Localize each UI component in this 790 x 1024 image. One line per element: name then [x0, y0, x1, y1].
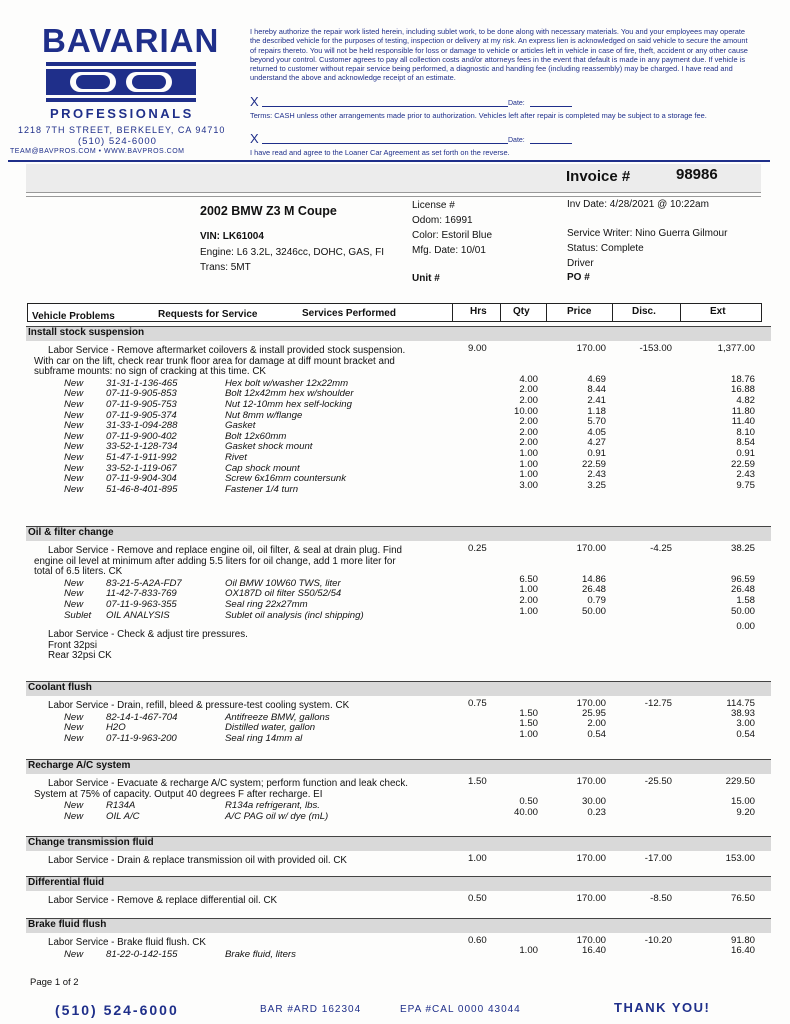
shop-address: 1218 7TH STREET, BERKELEY, CA 94710: [18, 125, 226, 135]
invoice-label: Invoice #: [566, 168, 631, 185]
footer-epa-number: EPA #CAL 0000 43044: [400, 1004, 521, 1015]
part-qty: 40.00: [513, 806, 538, 818]
part-number: 83-21-5-A2A-FD7: [106, 577, 182, 589]
part-qty: 2.00: [519, 595, 538, 606]
labor-disc: -25.50: [644, 776, 672, 787]
vehicle-title: 2002 BMW Z3 M Coupe: [200, 204, 337, 218]
part-description: Nut 12-10mm hex self-locking: [225, 399, 352, 410]
part-condition: New: [64, 430, 84, 442]
part-ext: 9.75: [736, 479, 755, 491]
part-number: 31-33-1-094-288: [106, 420, 178, 432]
labor-text: Labor Service - Remove and replace engine oil, oil filter, & seal at drain plug. Find: [48, 545, 402, 556]
footer-thanks: THANK YOU!: [614, 1000, 711, 1015]
part-ext: 38.93: [730, 707, 755, 719]
part-condition: New: [64, 722, 84, 734]
bavarian-logo-icon: [46, 60, 196, 104]
part-description: Bolt 12x60mm: [225, 430, 287, 442]
labor-text: Labor Service - Drain, refill, bleed & pressure-test cooling system. CK: [48, 700, 350, 711]
part-qty: 1.00: [519, 469, 538, 481]
labor-price: 170.00: [576, 343, 606, 354]
part-description: Antifreeze BMW, gallons: [225, 711, 330, 723]
part-condition: New: [64, 577, 84, 589]
terms-text: Terms: CASH unless other arrangements made prior to authorization. Vehicles left after repair is completed may be subject to a storage fee.: [250, 111, 707, 120]
col-vehicle-problems: Vehicle Problems: [32, 311, 115, 322]
labor-hrs: 9.00: [468, 343, 487, 354]
date-line-2: [530, 143, 572, 144]
part-number: 07-11-9-900-402: [106, 430, 177, 442]
authorization-text: I hereby authorize the repair work listed herein, including sublet work, to be done along with necessary materials. You and your employees may operate the described vehicle for the purposes of testing, inspection or delivery at my risk. An express lien is acknowledged on said vehicle to secure the amount of repairs thereto. You will not be held responsible for loss or damage to vehicle or articles left in vehicle in case of fire, theft, accident or any other cause beyond your control. Customer agrees to pay all collection costs and/or attorneys fees in the event that default is made in any payment due. If vehicle is returned to customer without repair service being performed, a diagnostic and handling fee (including reassembly) may be charged. I have read and understand the above and acknowledge receipt of an estimate.: [250, 27, 748, 83]
vehicle-trans: Trans: 5MT: [200, 262, 251, 273]
part-number: 07-11-9-905-853: [106, 388, 177, 400]
part-condition: New: [64, 473, 84, 485]
invoice-band: [26, 164, 761, 193]
part-ext: 2.43: [736, 469, 755, 481]
date-label-2: Date:: [508, 137, 525, 144]
labor-text: subframe mounts: no sign of cracking at this time. CK: [34, 366, 266, 378]
part-number: 07-11-9-904-304: [106, 473, 177, 485]
part-condition: New: [64, 388, 84, 400]
part-ext: 3.00: [736, 718, 755, 730]
part-price: 30.00: [581, 796, 606, 808]
status: Status: Complete: [567, 243, 644, 254]
part-qty: 1.00: [519, 944, 538, 956]
vehicle-color: Color: Estoril Blue: [412, 230, 493, 241]
col-sep-4: [612, 303, 613, 322]
part-description: Bolt 12x42mm hex w/shoulder: [225, 388, 354, 400]
labor-text: Labor Service - Remove & replace differential oil. CK: [48, 895, 278, 906]
part-condition: Sublet: [64, 609, 92, 621]
part-number: 81-22-0-142-155: [106, 948, 178, 960]
signature-mark: X: [250, 94, 259, 109]
part-condition: New: [64, 732, 84, 744]
labor-disc: -10.20: [644, 935, 672, 946]
part-qty: 1.00: [519, 728, 538, 740]
col-ext: Ext: [710, 306, 726, 317]
part-price: 8.44: [587, 384, 606, 396]
labor-ext: 91.80: [730, 935, 755, 946]
part-price: 5.70: [587, 416, 606, 428]
part-ext: 4.82: [736, 395, 755, 406]
part-number: 51-47-1-911-992: [106, 452, 177, 463]
part-price: 4.69: [587, 373, 606, 385]
date-label: Date:: [508, 100, 525, 107]
part-condition: New: [64, 588, 84, 600]
part-description: A/C PAG oil w/ dye (mL): [225, 810, 329, 822]
labor-ext: 114.75: [726, 698, 755, 709]
part-description: Rivet: [225, 452, 247, 463]
col-sep-5: [680, 303, 681, 322]
part-price: 0.23: [587, 806, 606, 818]
part-condition: New: [64, 810, 84, 822]
part-price: 0.79: [587, 595, 606, 606]
vehicle-odom: Odom: 16991: [412, 215, 473, 226]
part-qty: 6.50: [519, 573, 538, 585]
labor-disc: -17.00: [644, 853, 672, 864]
part-condition: New: [64, 377, 84, 389]
vehicle-unit: Unit #: [412, 273, 440, 284]
part-number: 11-42-7-833-769: [106, 588, 177, 600]
part-price: 26.48: [581, 584, 606, 596]
part-description: OX187D oil filter S50/52/54: [225, 588, 342, 600]
labor-price: 170.00: [576, 935, 606, 946]
part-description: Screw 6x16mm countersunk: [225, 473, 347, 485]
part-description: Distilled water, gallon: [225, 722, 316, 734]
signature-mark-2: X: [250, 131, 259, 146]
part-description: Nut 8mm w/flange: [225, 409, 303, 421]
part-description: Brake fluid, liters: [225, 948, 296, 960]
page-number: Page 1 of 2: [30, 977, 79, 988]
section-header-1: [26, 526, 771, 541]
part-qty: 3.00: [519, 479, 538, 491]
part-price: 25.95: [581, 707, 606, 719]
part-price: 3.25: [587, 479, 606, 491]
signature-line-2: [262, 143, 508, 144]
labor-hrs: 0.75: [468, 698, 487, 709]
part-ext: 96.59: [730, 573, 755, 585]
vehicle-vin: VIN: LK61004: [200, 231, 264, 242]
part-ext: 18.76: [730, 373, 755, 385]
part-ext: 11.40: [731, 416, 755, 428]
footer-phone: (510) 524-6000: [55, 1002, 179, 1018]
col-sep-3: [546, 303, 547, 322]
part-condition: New: [64, 711, 84, 723]
service-writer: Service Writer: Nino Guerra Gilmour: [567, 228, 728, 239]
part-condition: New: [64, 483, 84, 495]
part-price: 50.00: [581, 605, 606, 617]
labor-disc: -4.25: [650, 543, 672, 554]
vehicle-license: License #: [412, 200, 455, 211]
part-ext: 22.59: [730, 458, 755, 470]
part-qty: 2.00: [519, 395, 538, 406]
part-number: 07-11-9-905-374: [106, 409, 177, 421]
section-header-6: [26, 918, 771, 933]
labor-text: Labor Service - Drain & replace transmission oil with provided oil. CK: [48, 855, 347, 866]
section-title: Oil & filter change: [28, 527, 114, 538]
part-condition: New: [64, 599, 84, 610]
labor-text: total of 6.5 liters. CK: [34, 566, 123, 578]
part-description: Gasket: [225, 420, 256, 432]
labor-hrs: 0.60: [468, 935, 487, 946]
section-title: Recharge A/C system: [28, 760, 131, 771]
labor-price: 170.00: [576, 776, 606, 787]
part-ext: 8.54: [736, 437, 755, 449]
signature-line: [262, 106, 508, 107]
col-requests: Requests for Service: [158, 309, 258, 320]
part-condition: New: [64, 452, 84, 463]
part-condition: New: [64, 800, 84, 812]
vehicle-mfg-date: Mfg. Date: 10/01: [412, 245, 486, 256]
part-ext: 1.58: [736, 595, 755, 606]
po-number: PO #: [567, 272, 590, 283]
part-price: 16.40: [581, 944, 606, 956]
loaner-agreement-text: I have read and agree to the Loaner Car Agreement as set forth on the reverse.: [250, 148, 510, 157]
labor-ext: 76.50: [730, 893, 755, 904]
part-condition: New: [64, 399, 84, 410]
shop-logo-word: BAVARIAN: [42, 22, 220, 59]
section-header-3: [26, 759, 771, 774]
part-number: 07-11-9-963-200: [106, 732, 177, 744]
labor-text: engine oil level at minimum after adding 5.5 liters for oil change, add 1 more liter for: [34, 555, 396, 567]
part-description: Oil BMW 10W60 TWS, liter: [225, 577, 341, 589]
labor-text: With car on the lift, check rear trunk floor area for damage at diff mount bracket and: [34, 355, 395, 367]
part-qty: 2.00: [519, 437, 538, 449]
labor-hrs: 1.00: [468, 853, 487, 864]
driver: Driver: [567, 258, 594, 269]
labor-ext: 153.00: [725, 853, 755, 864]
invoice-date: Inv Date: 4/28/2021 @ 10:22am: [567, 199, 709, 210]
labor-hrs: 0.50: [468, 893, 487, 904]
part-number: 07-11-9-905-753: [106, 399, 177, 410]
part-description: Gasket shock mount: [225, 441, 313, 453]
labor-text: Labor Service - Evacuate & recharge A/C system; perform function and leak check.: [48, 778, 408, 789]
part-number: 31-31-1-136-465: [106, 377, 178, 389]
part-qty: 2.00: [519, 426, 538, 438]
part-price: 2.43: [587, 469, 606, 481]
part-qty: 1.00: [519, 458, 538, 470]
invoice-number: 98986: [676, 166, 718, 183]
col-qty: Qty: [513, 306, 530, 317]
labor-text: Labor Service - Brake fluid flush. CK: [48, 937, 206, 948]
part-condition: New: [64, 441, 84, 453]
labor-text-extra: Labor Service - Check & adjust tire pressures.: [48, 629, 248, 641]
part-ext: 26.48: [730, 584, 755, 596]
part-number: R134A: [106, 800, 136, 812]
labor-ext-extra: 0.00: [736, 621, 755, 633]
labor-text: System at 75% of capacity. Output 40 degrees F after recharge. EI: [34, 788, 323, 800]
band-rule: [26, 196, 761, 197]
part-ext: 15.00: [730, 796, 755, 808]
part-price: 4.27: [587, 437, 606, 449]
part-ext: 0.54: [736, 728, 755, 740]
part-ext: 50.00: [730, 605, 755, 617]
section-title: Differential fluid: [28, 877, 105, 888]
shop-tagline: PROFESSIONALS: [50, 106, 194, 121]
part-number: OIL A/C: [106, 810, 140, 822]
part-price: 2.41: [587, 395, 606, 406]
col-performed: Services Performed: [302, 308, 396, 319]
part-ext: 8.10: [736, 426, 755, 438]
part-qty: 2.00: [519, 384, 538, 396]
part-ext: 11.80: [731, 405, 755, 417]
part-description: Hex bolt w/washer 12x22mm: [225, 377, 349, 389]
header-rule: [8, 160, 770, 162]
section-title: Change transmission fluid: [28, 837, 154, 848]
part-ext: 16.88: [730, 384, 755, 396]
col-hrs: Hrs: [470, 306, 487, 317]
section-header-5: [26, 876, 771, 891]
part-price: 14.86: [581, 573, 606, 585]
labor-ext: 38.25: [730, 543, 755, 554]
part-qty: 4.00: [519, 373, 538, 385]
part-description: Seal ring 22x27mm: [225, 599, 308, 610]
part-price: 4.05: [587, 426, 606, 438]
part-number: H2O: [106, 722, 126, 734]
part-description: R134a refrigerant, lbs.: [225, 800, 320, 812]
col-disc: Disc.: [632, 306, 656, 317]
labor-price: 170.00: [576, 893, 606, 904]
part-ext: 0.91: [736, 448, 755, 459]
part-qty: 1.50: [519, 718, 538, 730]
labor-text-extra: Front 32psi: [48, 639, 98, 651]
col-sep-2: [500, 303, 501, 322]
labor-text: Labor Service - Remove aftermarket coilovers & install provided stock suspension.: [48, 345, 406, 356]
labor-text-extra: Rear 32psi CK: [48, 650, 112, 662]
part-number: 82-14-1-467-704: [106, 711, 178, 723]
col-price: Price: [567, 306, 592, 317]
part-condition: New: [64, 462, 84, 474]
part-condition: New: [64, 409, 84, 421]
part-description: Seal ring 14mm al: [225, 732, 303, 744]
part-description: Cap shock mount: [225, 462, 300, 474]
part-price: 22.59: [581, 458, 606, 470]
labor-ext: 1,377.00: [717, 343, 755, 354]
part-qty: 1.00: [519, 584, 538, 596]
part-ext: 9.20: [736, 806, 755, 818]
part-number: OIL ANALYSIS: [106, 609, 170, 621]
labor-disc: -12.75: [644, 698, 672, 709]
part-price: 2.00: [587, 718, 606, 730]
part-ext: 16.40: [730, 944, 755, 956]
part-qty: 2.00: [519, 416, 538, 428]
section-title: Coolant flush: [28, 682, 92, 693]
labor-price: 170.00: [576, 853, 606, 864]
section-header-2: [26, 681, 771, 696]
part-price: 1.18: [587, 405, 606, 417]
labor-price: 170.00: [576, 543, 606, 554]
part-qty: 0.50: [519, 796, 538, 808]
part-description: Sublet oil analysis (incl shipping): [225, 609, 364, 621]
labor-disc: -153.00: [639, 343, 672, 354]
section-title: Brake fluid flush: [28, 919, 107, 930]
shop-phone: (510) 524-6000: [78, 136, 157, 147]
part-number: 33-52-1-119-067: [106, 462, 177, 474]
part-condition: New: [64, 948, 84, 960]
shop-contact: TEAM@BAVPROS.COM • WWW.BAVPROS.COM: [10, 148, 185, 155]
labor-price: 170.00: [576, 698, 606, 709]
part-condition: New: [64, 420, 84, 432]
part-qty: 10.00: [513, 405, 538, 417]
part-number: 51-46-8-401-895: [106, 483, 178, 495]
col-sep-1: [452, 303, 453, 322]
part-description: Fastener 1/4 turn: [225, 483, 299, 495]
part-qty: 1.00: [519, 448, 538, 459]
labor-hrs: 0.25: [468, 543, 487, 554]
labor-disc: -8.50: [650, 893, 672, 904]
part-qty: 1.50: [519, 707, 538, 719]
footer-bar-number: BAR #ARD 162304: [260, 1004, 362, 1015]
part-price: 0.54: [587, 728, 606, 740]
part-number: 07-11-9-963-355: [106, 599, 177, 610]
labor-ext: 229.50: [725, 776, 755, 787]
date-line: [530, 106, 572, 107]
section-title: Install stock suspension: [28, 327, 145, 338]
vehicle-engine: Engine: L6 3.2L, 3246cc, DOHC, GAS, FI: [200, 247, 384, 258]
labor-hrs: 1.50: [468, 776, 487, 787]
part-qty: 1.00: [519, 605, 538, 617]
part-price: 0.91: [587, 448, 606, 459]
part-number: 33-52-1-128-734: [106, 441, 178, 453]
